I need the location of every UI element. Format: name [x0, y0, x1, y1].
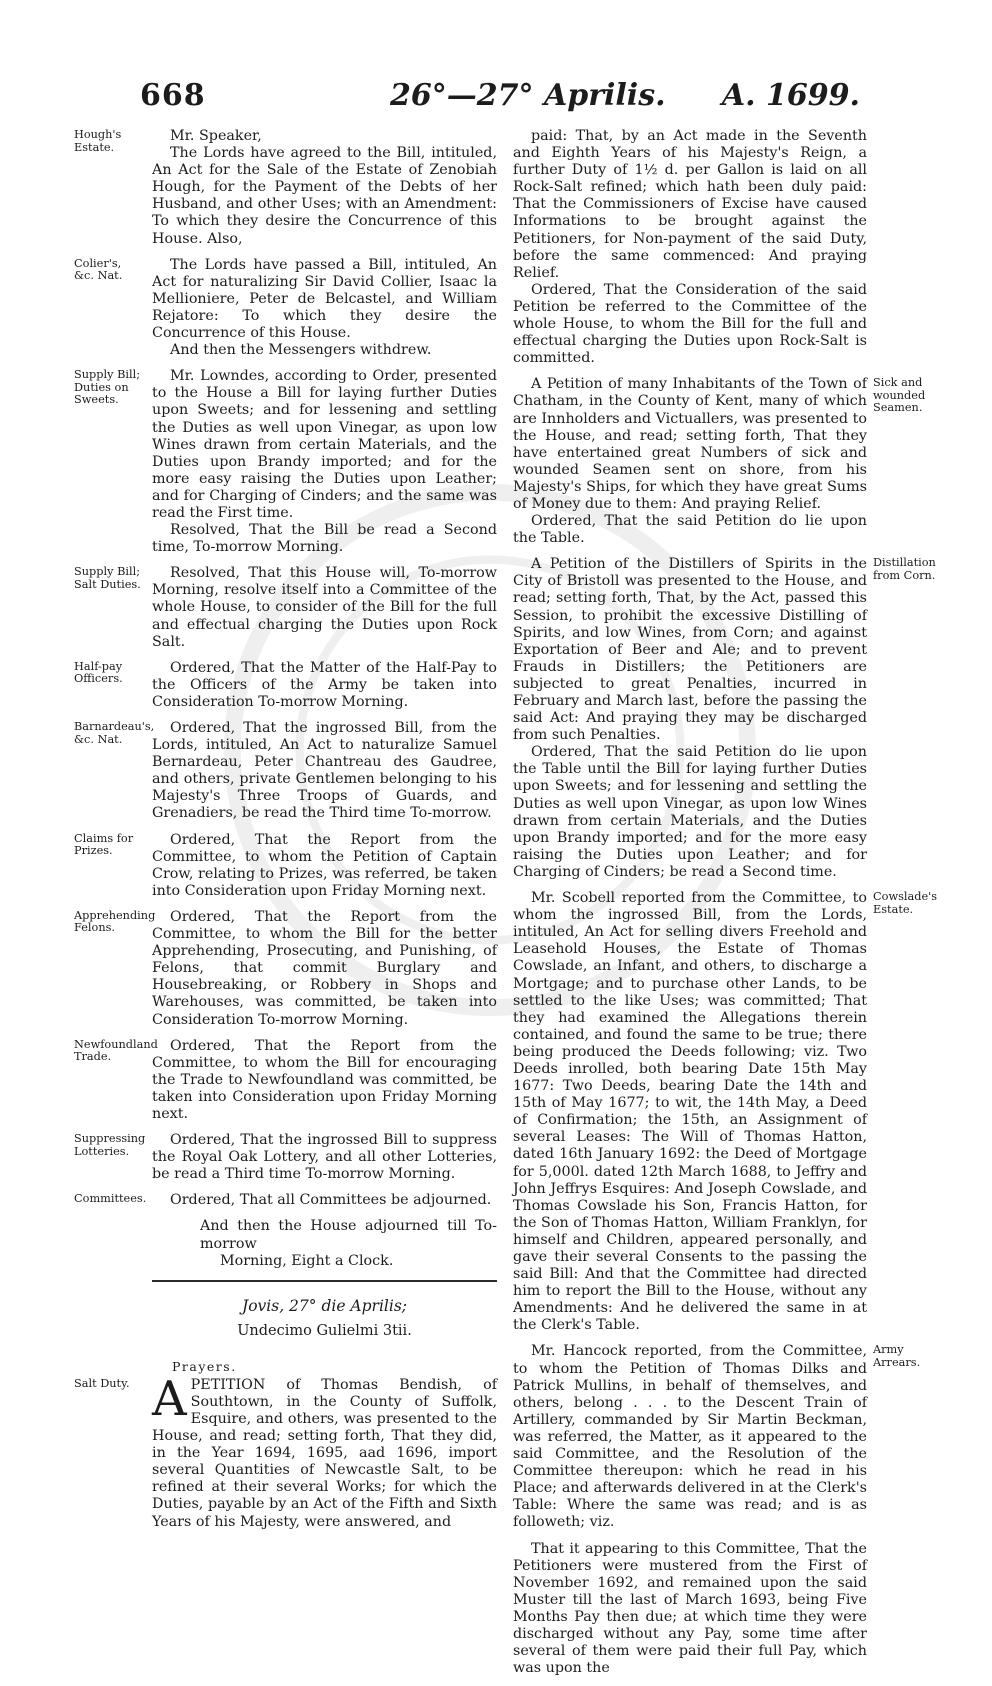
right-entries — [513, 128, 938, 1677]
left-entry — [74, 1192, 497, 1209]
header-date: 26°—27° Aprilis. — [390, 78, 666, 113]
paragraph: Ordered, That the Report from the Committee, to whom the Bill for encouraging the Trade to Newfoundland was committed, be taken into Consideration upon Friday Morning next. — [152, 1037, 497, 1122]
right-entry — [513, 556, 936, 881]
right-entry — [513, 128, 867, 367]
left-entry — [74, 1037, 497, 1123]
margin-note: Sick and wounded Seamen. — [873, 376, 926, 415]
margin-note: Distillation from Corn. — [873, 556, 936, 582]
paragraph: Ordered, That the Consideration of the said Petition be referred to the Committee of the whole House, to whom the Bill for the full and effectual charging the Duties upon Rock-Salt is committed. — [513, 281, 867, 367]
reign-heading: Undecimo Gulielmi 3tii. — [237, 1322, 412, 1339]
header-year: A. 1699. — [721, 78, 860, 113]
salt-duty-text — [152, 1370, 497, 1531]
section-divider — [152, 1280, 497, 1282]
margin-note: Salt Duty. — [74, 1376, 130, 1390]
paragraph: Resolved, That this House will, To-morrow Morning, resolve itself into a Committee of the whole House, to consider of the Bill for the full and effectual charging the Duties upon Rock Salt. — [152, 565, 497, 650]
salt-duty-body: PETITION of Thomas Bendish, of Southtown, in the County of Suffolk, Esquire, and others, was presented to the House, and read; setting forth, That they did, in the Year 1694, 1695, aad 1696, import several Quantities of Newcastle Salt, to be refined at their several Works; for which the Duties, payable by an Act of the Fifth and Sixth Years of his Majesty, were answered, and — [152, 1376, 497, 1530]
adjournment-line-2: Morning, Eight a Clock. — [220, 1252, 394, 1269]
left-column — [74, 128, 497, 1540]
right-entry — [513, 1343, 921, 1531]
paragraph: Ordered, That the Report from the Committee, to whom the Bill for the better Apprehending, Prosecuting, and Punishing, of Felons, that commit Burglary and Housebreaking, or Robbery in Shops and Warehouses, was committed, be taken into Consideration To-morrow Morning. — [152, 908, 497, 1028]
left-entry — [74, 565, 497, 650]
margin-note: Apprehending Felons. — [74, 908, 156, 935]
right-column — [513, 128, 938, 1686]
margin-note: Suppressing Lotteries. — [74, 1132, 146, 1158]
prayers-label: Prayers. — [172, 1358, 237, 1374]
paragraph: Ordered, That the Report from the Committee, to whom the Petition of Captain Crow, relating to Prizes, was referred, be taken into Consideration upon Friday Morning next. — [152, 831, 497, 899]
right-entry — [513, 1541, 867, 1678]
paragraph: paid: That, by an Act made in the Seventh and Eighth Years of his Majesty's Reign, a further Duty of 1½ d. per Gallon is laid on all Rock-Salt refined; which hath been duly paid: That the Commissioners of Excise have caused Informations to be brought against the Petitioners, for Non-payment of the said Duty, before the same commenced: And praying Relief. — [513, 128, 867, 281]
margin-note: Cowslade's Estate. — [873, 890, 938, 916]
left-entry — [74, 128, 497, 248]
right-entry — [513, 890, 938, 1334]
day-heading: Jovis, 27° die Aprilis; — [241, 1296, 408, 1315]
left-entry — [74, 368, 497, 556]
left-entry — [74, 720, 497, 823]
drop-cap: A — [152, 1370, 187, 1427]
margin-note: Committees. — [74, 1192, 147, 1206]
paragraph: A Petition of the Distillers of Spirits in the City of Bristoll was presented to the House, and read; setting forth, That, by the Act, passed this Session, to prohibit the excessive Distilling of Spirits, and low Wines, from Corn; and against Exportation of Beer and Ale; and to prevent Frauds in Distillers; the Petitioners are subjected to great Penalties, incurred in February and March last, before the passing the said Act: And praying they may be discharged from such Penalties. — [513, 556, 867, 744]
left-entry — [74, 908, 497, 1029]
paragraph: Ordered, That the Matter of the Half-Pay to the Officers of the Army be taken into Consideration To-morrow Morning. — [152, 659, 497, 710]
margin-note: Supply Bill; Duties on Sweets. — [74, 368, 141, 407]
paragraph: Ordered, That the ingrossed Bill, from the Lords, intituled, An Act to naturalize Samuel Bernardeau, Peter Chantreau des Gaudree, and others, private Gentlemen belonging to his Majesty's Three Troops of Guards, and Grenadiers, be read the Third time To-morrow. — [152, 720, 497, 822]
left-entry — [74, 1132, 497, 1183]
running-head — [140, 78, 860, 122]
paragraph: Mr. Lowndes, according to Order, presented to the House a Bill for laying further Duties upon Sweets; and for lessening and settling the Duties as well upon Vinegar, as upon low Wines drawn from certain Materials, and the Duties upon Brandy imported; and for the more easy raising the Duties upon Leather; and for Charging of Cinders; and the same was read the First time. — [152, 368, 497, 521]
paragraph: Ordered, That all Committees be adjourned. — [170, 1192, 492, 1209]
paragraph: Ordered, That the ingrossed Bill to suppress the Royal Oak Lottery, and all other Lotteries, be read a Third time To-morrow Morning. — [152, 1132, 497, 1183]
adjournment-line-1: And then the House adjourned till To-morrow — [200, 1218, 497, 1252]
left-entry — [74, 256, 497, 360]
margin-note: Barnardeau's, &c. Nat. — [74, 720, 155, 746]
margin-note: Newfoundland Trade. — [74, 1037, 158, 1064]
margin-note: Colier's, &c. Nat. — [74, 256, 123, 283]
paragraph: Ordered, That the said Petition do lie upon the Table. — [513, 513, 867, 547]
left-entry — [74, 831, 497, 900]
adjournment — [152, 1218, 497, 1269]
margin-note: Half-pay Officers. — [74, 659, 123, 686]
paragraph: Mr. Scobell reported from the Committee, to whom the ingrossed Bill, from the Lords, intituled, An Act for selling divers Freehold and Leasehold Houses, the Estate of Thomas Cowslade, an Infant, and others, to discharge a Mortgage; and to purchase other Lands, to be settled to the like Uses; was committed; That they had examined the Allegations therein contained, and found the same to be true; there being produced the Deeds following; viz. Two Deeds inrolled, both bearing Date 15th May 1677: Two Deeds, bearing Date the 14th and 15th of May 1677; to wit, the 14th May, a Deed of Confirmation; the 15th, an Assignment of several Leases: The Will of Thomas Hatton, dated 16th January 1692: the Deed of Mortgage for 5,000l. dated 12th March 1688, to Jeffry and John Jeffrys Esquires: And Joseph Cowslade, and Thomas Cowslade his Son, Francis Hatton, for the Son of Thomas Hatton, William Franklyn, for himself and Children, appeared personally, and gave their several Consents to the passing the said Bill: And that the Committee had directed him to report the Bill to the House, without any Amendments: And he delivered the same in at the Clerk's Table. — [513, 890, 867, 1334]
right-entry — [513, 376, 926, 547]
paragraph: And then the Messengers withdrew. — [170, 342, 432, 359]
paragraph: Mr. Hancock reported, from the Committee, to whom the Petition of Thomas Dilks and Patrick Mullins, in behalf of themselves, and others, belong . . . to the Descent Train of Artillery, commanded by Sir Martin Beckman, was referred, the Matter, as it appeared to the said Committee, and the Resolution of the Committee thereupon: which he read in his Place; and afterwards delivered in at the Clerk's Table: Where the same was read; and is as followeth; viz. — [513, 1343, 867, 1531]
margin-note: Hough's Estate. — [74, 128, 122, 154]
margin-note: Claims for Prizes. — [74, 831, 134, 858]
margin-note: Supply Bill; Salt Duties. — [74, 565, 141, 591]
paragraph: That it appearing to this Committee, That the Petitioners were mustered from the First of November 1692, and remained upon the said Muster till the last of March 1693, being Five Months Pay then due; at which time they were discharged without any Pay, some time after several of them were paid their full Pay, which was upon the — [513, 1540, 867, 1677]
left-entries — [74, 128, 497, 1209]
paragraph: Resolved, That the Bill be read a Second time, To-morrow Morning. — [152, 522, 497, 556]
paragraph: The Lords have passed a Bill, intituled, An Act for naturalizing Sir David Collier, Isaac la Mellioniere, Peter de Belcastel, and William Rejatore: To which they desire the Concurrence of this House. — [152, 256, 497, 342]
paragraph: Ordered, That the said Petition do lie upon the Table until the Bill for laying further Duties upon Sweets; and for lessening and settling the Duties as well upon Vinegar, as upon low Wines drawn from certain Materials, and the Duties upon Brandy imported; and for the more easy raising the Duties upon Leather; and for Charging of Cinders; be read a Second time. — [513, 744, 867, 880]
paragraph: The Lords have agreed to the Bill, intituled, An Act for the Sale of the Estate of Zenobiah Hough, for the Payment of the Debts of her Husband, and other Uses; with an Amendment: To which they desire the Concurrence of this House. Also, — [152, 145, 497, 247]
margin-note: Army Arrears. — [873, 1343, 921, 1369]
paragraph: A Petition of many Inhabitants of the Town of Chatham, in the County of Kent, many of which are Innholders and Victuallers, was presented to the House, and read; setting forth, That they have entertained great Numbers of sick and wounded Seamen sent on shore, from his Majesty's Ships, for which they have great Sums of Money due to them: And praying Relief. — [513, 376, 867, 512]
paragraph: Mr. Speaker, — [170, 128, 262, 144]
left-entry — [74, 659, 497, 711]
page-number: 668 — [140, 78, 206, 113]
salt-duty-entry — [74, 1370, 497, 1531]
